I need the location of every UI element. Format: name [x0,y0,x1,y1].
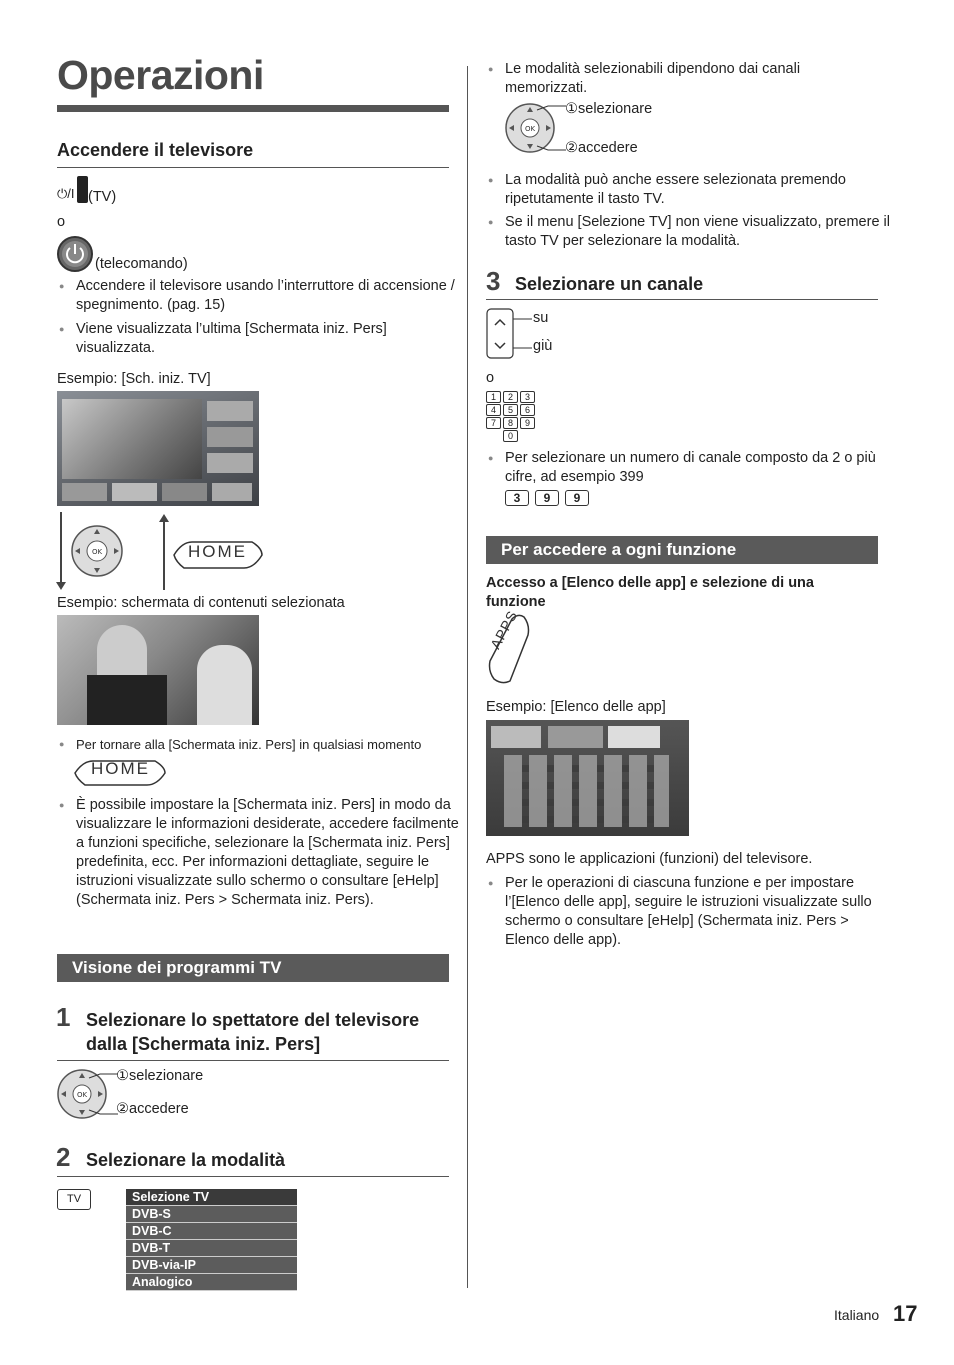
section-title-power-on: Accendere il televisore [57,140,254,160]
key-3: 3 [520,391,535,403]
label-up: su [533,310,549,326]
tv-label: (TV) [88,189,117,205]
step-1-number: 1 [56,1002,71,1032]
key-4: 4 [486,404,501,416]
bullet-multi-digit: ● Per selezionare un numero di canale composto da 2 o più cifre, ad esempio 399 [486,449,895,487]
home-screen-screenshot [57,391,259,506]
svg-text:OK: OK [524,125,536,133]
step-2-title: Selezionare la modalità [86,1150,286,1170]
svg-text:OK: OK [76,1091,88,1099]
bullet-app-operations: ● Per le operazioni di ciascuna funzione e per impostare l’[Elenco delle app], seguire le istruzioni visualizzate sullo schermo o consultare [eHelp] (Schermata iniz. Pers > Elenco delle app). [486,874,895,950]
key-3-large: 3 [505,490,529,506]
page-number: 17 [893,1301,918,1326]
access-apps-intro: Accesso a [Elenco delle app] e selezione di una funzione [486,575,814,610]
or-text: o [57,214,66,230]
menu-item-dvb-s[interactable]: DVB-S [126,1206,297,1223]
step-3-title: Selezionare un canale [515,274,704,294]
tv-power-switch-icon [77,176,88,203]
tv-selection-menu [126,1189,297,1291]
dpad-ok-icon [70,524,124,578]
step-2-number: 2 [56,1142,71,1172]
key-9-large: 9 [535,490,559,506]
section-rule [57,167,449,168]
step-3-number: 3 [486,266,501,296]
page-title: Operazioni [57,52,264,98]
remote-label: (telecomando) [95,256,188,272]
example-label-home-tv: Esempio: [Sch. iniz. TV] [57,371,211,387]
menu-item-dvb-c[interactable]: DVB-C [126,1223,297,1240]
bullet-power-switch: ● Accendere il televisore usando l’interruttore di accensione / spegnimento. (pag. 15) [57,277,456,315]
key-0: 0 [503,430,518,442]
or-text-2: o [486,370,495,386]
step-1-rule [57,1060,449,1061]
footer-language: Italiano [834,1307,880,1323]
label-down: giù [533,338,553,354]
menu-item-analog[interactable]: Analogico [126,1274,297,1291]
power-switch-symbol: ⏻/I [57,186,75,201]
remote-power-button-icon [56,235,94,273]
column-divider [467,66,468,1288]
bullet-menu-not-shown: ● Se il menu [Selezione TV] non viene visualizzato, premere il tasto TV per selezionare la modalità. [486,213,895,251]
example-keys-399 [505,489,595,507]
label-select-1: ①selezionare [116,1068,204,1084]
section-band-watch-tv: Visione dei programmi TV [57,954,449,982]
key-6: 6 [520,404,535,416]
key-1: 1 [486,391,501,403]
apps-description: APPS sono le applicazioni (funzioni) del televisore. [486,851,813,867]
key-7: 7 [486,417,501,429]
key-9-large-2: 9 [565,490,589,506]
bullet-last-screen: ● Viene visualizzata l’ultima [Schermata iniz. Pers] visualizzata. [57,320,456,358]
apps-button-label: APPS [487,607,521,652]
home-button-label: HOME [188,542,247,561]
menu-item-dvb-ip[interactable]: DVB-via-IP [126,1257,297,1274]
key-2: 2 [503,391,518,403]
bullet-press-tv-repeatedly: ● La modalità può anche essere selezionata premendo ripetutamente il tasto TV. [486,171,895,209]
key-8: 8 [503,417,518,429]
label-enter-2: ②accedere [565,140,638,156]
example-label-app-list: Esempio: [Elenco delle app] [486,699,666,715]
step-3-rule [486,299,878,300]
channel-up-down-icon [486,308,534,360]
step-2-rule [57,1176,449,1177]
section-band-access-function: Per accedere a ogni funzione [486,536,878,564]
label-select-2: ①selezionare [565,101,653,117]
key-9: 9 [520,417,535,429]
home-button-label-2: HOME [91,759,150,778]
step-1-title: Selezionare lo spettatore del televisore dalla [Schermata iniz. Pers] [86,1010,420,1054]
example-label-content: Esempio: schermata di contenuti selezionata [57,595,345,611]
bullet-customize-home: ● È possibile impostare la [Schermata iniz. Pers] in modo da visualizzare le informazioni desiderate, accedere facilmente a funzioni specifiche, selezionare la [Schermata iniz. Pers] predefinita, ecc. Per informazioni dettagliate, seguire le istruzioni visualizzate sullo schermo o consultare [eHelp] (Schermata iniz. Pers > Schermata iniz. Pers). [57,796,466,910]
menu-item-dvb-t[interactable]: DVB-T [126,1240,297,1257]
number-keypad-icon [486,391,537,442]
label-enter-1: ②accedere [116,1101,189,1117]
key-5: 5 [503,404,518,416]
bullet-modes-depend: ● Le modalità selezionabili dipendono dai canali memorizzati. [486,60,885,98]
menu-header: Selezione TV [126,1189,297,1206]
tv-key-icon: TV [57,1189,91,1210]
svg-text:OK: OK [91,548,103,556]
bullet-return-home: ● Per tornare alla [Schermata iniz. Pers] in qualsiasi momento [57,735,471,754]
app-list-screenshot [486,720,689,836]
content-screen-screenshot [57,615,259,725]
title-underline [57,105,449,112]
